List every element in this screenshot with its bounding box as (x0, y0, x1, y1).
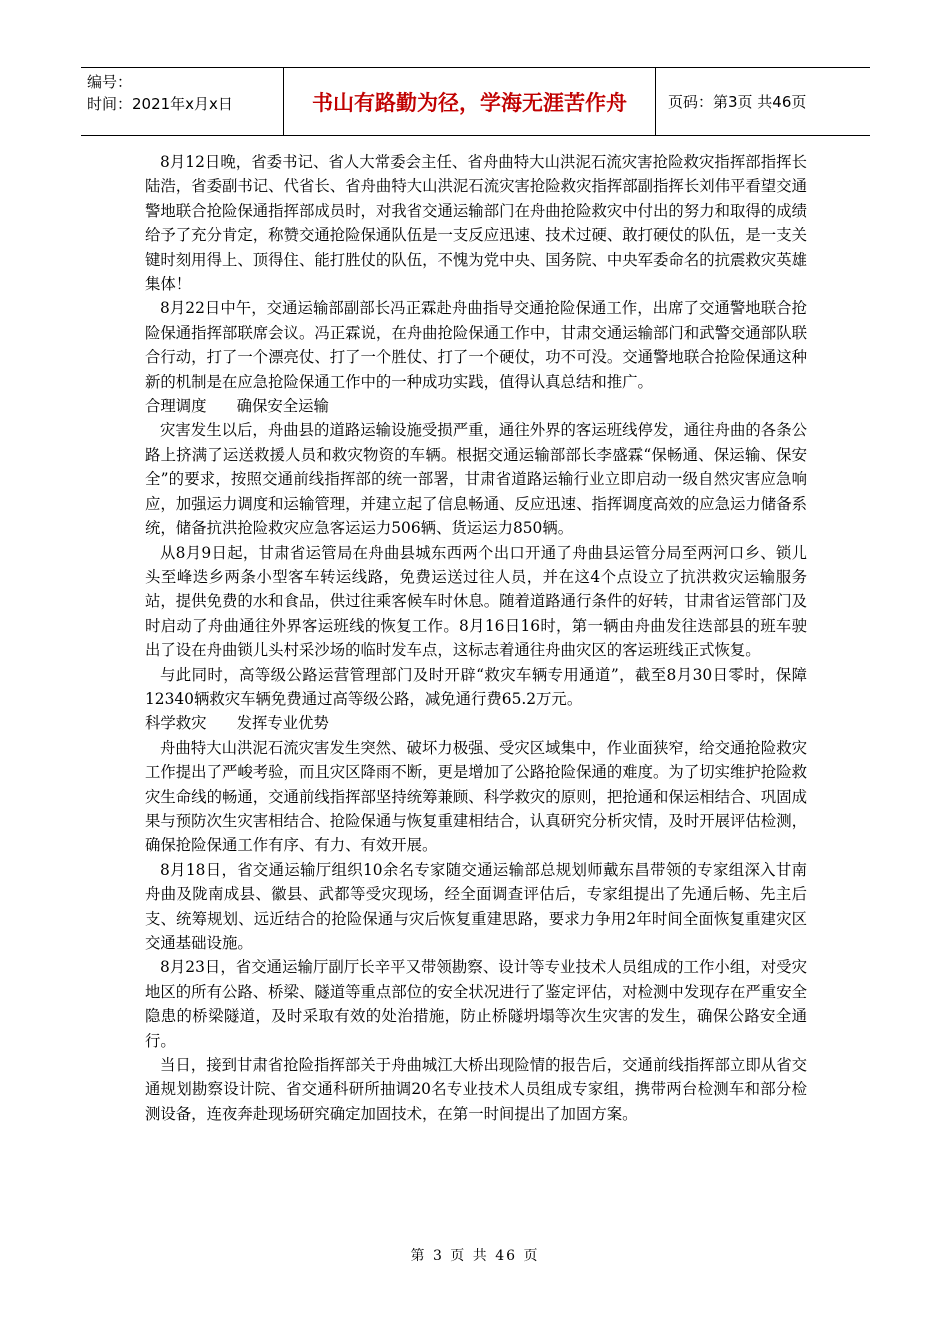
body-paragraph: 灾害发生以后，舟曲县的道路运输设施受损严重，通往外界的客运班线停发，通往舟曲的各条公路上挤满了运送救援人员和救灾物资的车辆。根据交通运输部部长李盛霖“保畅通、保运输、保安全”的要求，按照交通前线指挥部的统一部署，甘肃省道路运输行业立即启动一级自然灾害应急响应，加强运力调度和运输管理，并建立起了信息畅通、反应迅速、指挥调度高效的应急运力储备系统，储备抗洪抢险救灾应急客运运力506辆、货运运力850辆。 (145, 421, 807, 538)
body-paragraph: 当日，接到甘肃省抢险指挥部关于舟曲城江大桥出现险情的报告后，交通前线指挥部立即从省交通规划勘察设计院、省交通科研所抽调20名专业技术人员组成专家组，携带两台检测车和部分检测设备，连夜奔赴现场研究确定加固技术，在第一时间提出了加固方案。 (145, 1056, 807, 1123)
page-footer: 第 3 页 共 46 页 (410, 1248, 540, 1264)
body-paragraph: 8月18日，省交通运输厅组织10余名专家随交通运输部总规划师戴东昌带领的专家组深入甘南舟曲及陇南成县、徽县、武都等受灾现场，经全面调查评估后，专家组提出了先通后畅、先主后支、统筹规划、远近结合的抢险保通与灾后恢复重建思路，要求力争用2年时间全面恢复重建灾区交通基础设施。 (145, 860, 807, 952)
section-heading-part: 确保安全运输 (236, 397, 329, 416)
body-paragraph: 8月22日中午，交通运输部副部长冯正霖赴舟曲指导交通抢险保通工作，出席了交通警地联合抢险保通指挥部联席会议。冯正霖说，在舟曲抢险保通工作中，甘肃交通运输部门和武警交通部队联合行动，打了一个漂亮仗、打了一个胜仗、打了一个硬仗，功不可没。交通警地联合抢险保通这种新的机制是在应急抢险保通工作中的一种成功实践，值得认真总结和推广。 (145, 299, 807, 391)
section-heading (145, 711, 807, 735)
body-paragraph: 8月23日，省交通运输厅副厅长辛平又带领勘察、设计等专业技术人员组成的工作小组，对受灾地区的所有公路、桥梁、隧道等重点部位的安全状况进行了鉴定评估，对检测中发现存在严重安全隐患的桥梁隧道，及时采取有效的处治措施，防止桥隧坍塌等次生灾害的发生，确保公路安全通行。 (145, 958, 807, 1050)
document-date-label: 时间：2021年x月x日 (87, 95, 233, 113)
document-number-label: 编号： (87, 73, 133, 91)
body-paragraph: 8月12日晚，省委书记、省人大常委会主任、省舟曲特大山洪泥石流灾害抢险救灾指挥部指挥长陆浩，省委副书记、代省长、省舟曲特大山洪泥石流灾害抢险救灾指挥部副指挥长刘伟平看望交通警地联合抢险保通指挥部成员时，对我省交通运输部门在舟曲抢险救灾中付出的努力和取得的成绩给予了充分肯定，称赞交通抢险保通队伍是一支反应迅速、技术过硬、敢打硬仗的队伍，是一支关键时刻用得上、顶得住、能打胜仗的队伍，不愧为党中央、国务院、中央军委命名的抗震救灾英雄集体！ (145, 153, 807, 294)
header-meta (81, 68, 284, 135)
document-body (145, 150, 807, 1126)
section-heading-part: 合理调度 (145, 397, 207, 416)
section-heading (145, 394, 807, 418)
header-motto: 书山有路勤为径，学海无涯苦作舟 (284, 68, 656, 135)
body-paragraph: 从8月9日起，甘肃省运管局在舟曲县城东西两个出口开通了舟曲县运管分局至两河口乡、锁儿头至峰迭乡两条小型客车转运线路，免费运送过往人员，并在这4个点设立了抗洪救灾运输服务站，提供免费的水和食品，供过往乘客候车时休息。随着道路通行条件的好转，甘肃省运管部门及时启动了舟曲通往外界客运班线的恢复工作。8月16日16时，第一辆由舟曲发往迭部县的班车驶出了设在舟曲锁儿头村采沙场的临时发车点，这标志着通往舟曲灾区的客运班线正式恢复。 (145, 543, 807, 660)
page-header (81, 67, 870, 136)
body-paragraph: 与此同时，高等级公路运营管理部门及时开辟“救灾车辆专用通道”，截至8月30日零时，保障12340辆救灾车辆免费通过高等级公路，减免通行费65.2万元。 (145, 665, 807, 708)
body-paragraph: 舟曲特大山洪泥石流灾害发生突然、破坏力极强、受灾区域集中，作业面狭窄，给交通抢险救灾工作提出了严峻考验，而且灾区降雨不断，更是增加了公路抢险保通的难度。为了切实维护抢险救灾生命线的畅通，交通前线指挥部坚持统筹兼顾、科学救灾的原则，把抢通和保运相结合、巩固成果与预防次生灾害相结合、抢险保通与恢复重建相结合，认真研究分析灾情，及时开展评估检测，确保抢险保通工作有序、有力、有效开展。 (145, 738, 807, 855)
header-page-info: 页码：第3页 共46页 (668, 93, 807, 111)
section-heading-part: 科学救灾 (145, 714, 207, 733)
section-heading-part: 发挥专业优势 (236, 714, 329, 733)
